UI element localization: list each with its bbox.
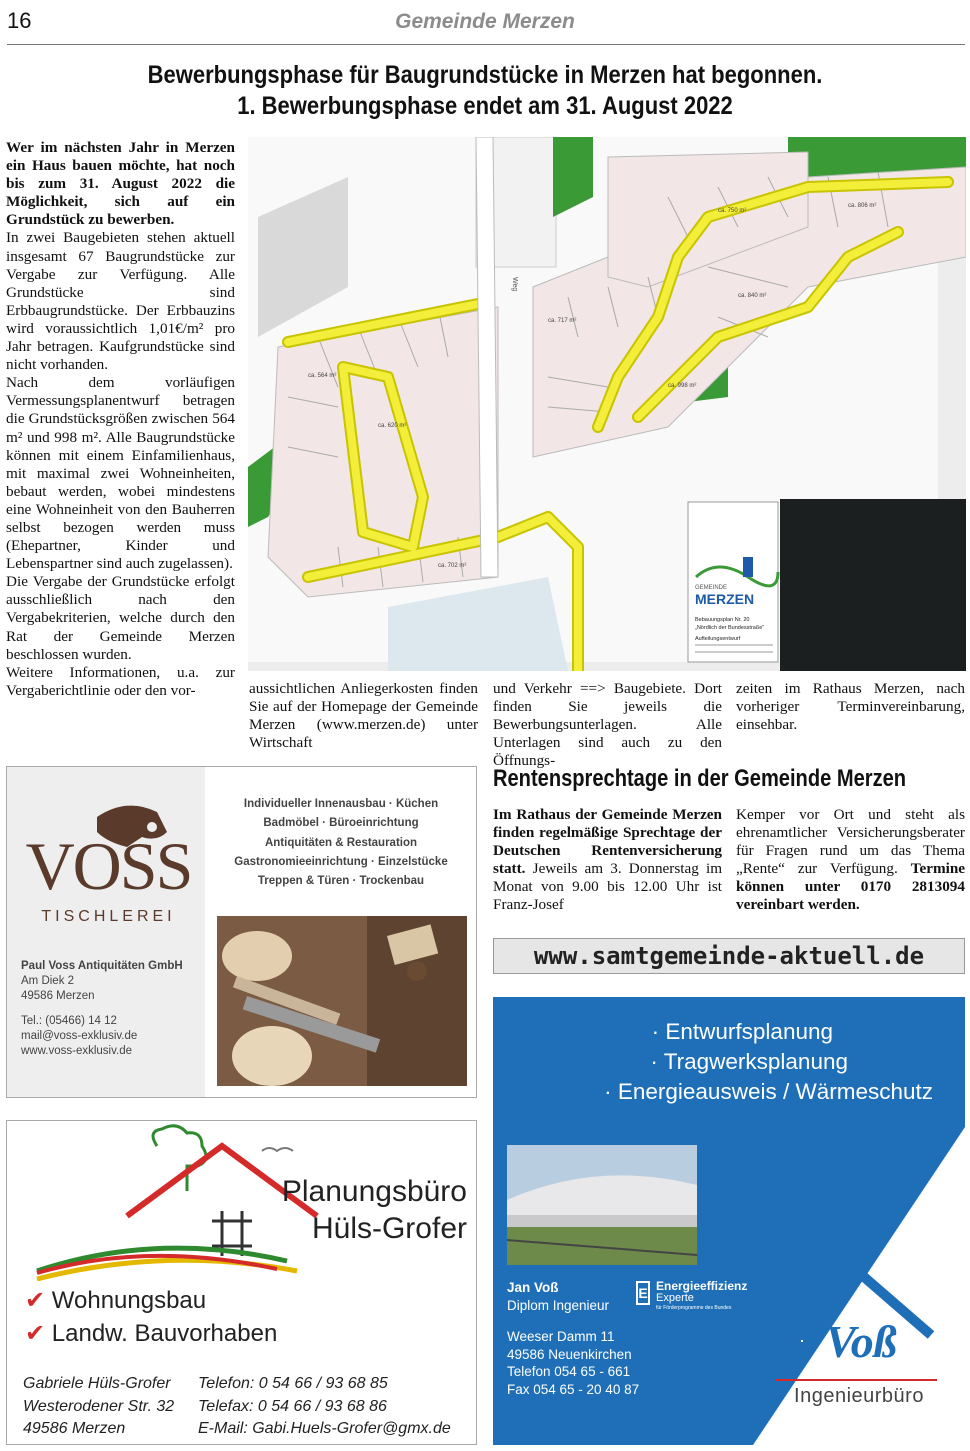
ad-voss-left-panel — [7, 767, 205, 1097]
article-paragraph: Nach dem vorläufigen Vermessungsplanentwurf betragen die Grundstücksgrößen zwischen 564 m² und 998 m². Alle Baugrundstücke können mit einem Einfamilienhaus, mit maximal zwei Wohneinheiten, bebaut werden, wobei mindestens eine Wohneinheit von den Bauherren selbst bezogen werden muss (Ehepartner, Kinder und Lebenspartner sind auch zugelassen). — [6, 374, 235, 573]
article-column-4: zeiten im Rathaus Merzen, nach vorheriger Terminvereinbarung, einsehbar. — [736, 680, 965, 734]
legend-brand-small: GEMEINDE — [695, 585, 728, 591]
lot-label: ca. 620 m² — [378, 423, 407, 429]
article-paragraph: Die Vergabe der Grundstücke erfolgt ausschließlich nach den Vergabekriterien, welche durch den Rat der Gemeinde Merzen beschlossen wurden. — [6, 573, 235, 663]
ingenieur-title: Diplom Ingenieur — [507, 1297, 610, 1313]
article-paragraph: In zwei Baugebieten stehen aktuell insgesamt 67 Baugrundstücke zur Vergabe zur Verfügung. Alle Grundstücke sind Erbbaugrundstücke. Der Erbbauzins wird voraussichtlich 1,01€/m² pro Jahr betragen. Kaufgrundstücke sind nicht vorhanden. — [6, 229, 235, 374]
huels-title — [247, 1173, 467, 1247]
paper-title: Gemeinde Merzen — [395, 10, 575, 33]
voss-service: Individueller Innenausbau · Küchen — [243, 798, 439, 810]
map-legend — [688, 502, 778, 662]
voss-company: Paul Voss Antiquitäten GmbH — [21, 960, 183, 972]
lot-label: ca. 564 m² — [308, 373, 337, 379]
article-column-1 — [6, 139, 235, 700]
voss-service: Badmöbel · Büroeinrichtung — [263, 817, 419, 830]
building-plot-map — [248, 137, 966, 671]
huels-phone: Telefon: 0 54 66 / 93 68 85 — [198, 1375, 388, 1392]
lot-label: ca. 750 m² — [718, 208, 747, 214]
huels-contact — [198, 1373, 451, 1441]
ingenieur-phone: Telefon 054 65 - 661 — [507, 1364, 631, 1379]
huels-services — [25, 1284, 277, 1350]
voss-city: 49586 Merzen — [21, 990, 95, 1002]
rent-column-2 — [736, 806, 965, 915]
ingenieur-service: · Energieausweis / Wärmeschutz — [604, 1079, 933, 1104]
website-banner[interactable]: www.samtgemeinde-aktuell.de — [493, 938, 965, 974]
huels-title-2: Hüls-Grofer — [311, 1212, 467, 1245]
voss-subtitle: TISCHLEREI — [41, 908, 176, 925]
huels-city: 49586 Merzen — [23, 1420, 126, 1437]
ad-ingenieurbuero[interactable] — [493, 997, 965, 1445]
rent-paragraph: Kemper vor Ort und steht als ehrenamtlicher Versicherungsberater für Fragen rund um das Thema „Rente“ zur Verfügung. — [736, 806, 965, 878]
headline-line-1: Bewerbungsphase für Baugrundstücke in Merzen hat begonnen. — [147, 61, 823, 89]
voss-service: Treppen & Türen · Trockenbau — [257, 875, 425, 888]
plot-plan-svg — [248, 137, 966, 671]
huels-service-label: Landw. Bauvorhaben — [51, 1320, 278, 1347]
ingenieur-fax: Fax 054 65 - 20 40 87 — [507, 1381, 640, 1397]
headline-line-2: 1. Bewerbungsphase endet am 31. August 2022 — [237, 92, 733, 120]
ingenieur-street: Weeser Damm 11 — [507, 1329, 615, 1344]
article-lead: Wer im nächsten Jahr in Merzen ein Haus bauen möchte, hat noch bis zum 31. August 2022 die Möglichkeit, sich auf ein Grundstück zu bewerben. — [6, 139, 235, 229]
voss-phone: Tel.: (05466) 14 12 — [21, 1015, 117, 1027]
vossing-brand: Voß — [825, 1316, 897, 1367]
legend-brand: MERZEN — [695, 591, 755, 607]
huels-name: Gabriele Hüls-Grofer — [23, 1375, 171, 1392]
ingenieur-service: · Tragwerksplanung — [650, 1049, 848, 1074]
huels-address — [23, 1373, 174, 1441]
rent-lead: Im Rathaus der Gemeinde Merzen finden regelmäßige Sprechtage der Deutschen Rentenversicherung statt. — [493, 806, 722, 878]
voss-address — [21, 959, 183, 1059]
huels-email[interactable]: E-Mail: Gabi.Huels-Grofer@gmx.de — [198, 1420, 451, 1437]
ingenieur-services — [493, 1017, 933, 1107]
rent-paragraph: Jeweils am 3. Donnerstag im Monat von 9.00 bis 12.00 Uhr ist Franz-Josef — [493, 860, 723, 914]
legend-plan-note: Aufteilungsentwurf — [695, 636, 741, 642]
article-headline — [58, 60, 912, 122]
huels-title-1: Planungsbüro — [281, 1175, 467, 1208]
voss-street: Am Diek 2 — [21, 975, 75, 987]
energy-e-icon: E — [636, 1281, 650, 1305]
header-divider — [7, 44, 965, 45]
street-label: Weg — [511, 277, 518, 292]
article-column-3: und Verkehr ==> Baugebiete. Dort finden Sie jeweils die Bewerbungsunterlagen. Alle Unterlagen sind auch zu den Öffnungs- — [493, 680, 722, 770]
checkmark-icon: ✔ — [25, 1320, 46, 1347]
huels-service-label: Wohnungsbau — [51, 1287, 207, 1314]
article-paragraph: Weitere Informationen, u.a. zur Vergaberichtlinie oder den vor- — [6, 663, 235, 699]
vossing-divider — [775, 1379, 937, 1381]
lot-label: ca. 998 m² — [668, 383, 697, 389]
rent-contact: Termine können unter 0170 2813094 vereinbart werden. — [736, 860, 966, 914]
ad-voss-tischlerei[interactable] — [6, 766, 477, 1098]
huels-fax: Telefax: 0 54 66 / 93 68 86 — [198, 1397, 387, 1415]
badge-line-2: Experte — [656, 1292, 694, 1304]
article-column-2: aussichtlichen Anliegerkosten finden Sie auf der Homepage der Gemeinde Merzen (www.merzen.de) unter Wirtschaft — [249, 680, 478, 752]
ad-planungsbuero[interactable] — [6, 1120, 477, 1445]
ingenieur-city: 49586 Neuenkirchen — [507, 1346, 632, 1362]
voss-web[interactable]: www.voss-exklusiv.de — [21, 1045, 132, 1057]
huels-service-1 — [25, 1284, 277, 1317]
voss-brand: VOSS — [25, 828, 192, 904]
voss-email[interactable]: mail@voss-exklusiv.de — [21, 1030, 138, 1042]
lot-label: ca. 717 m² — [548, 318, 577, 324]
legend-plan-subtitle: „Nördlich der Bundesstraße" — [695, 625, 765, 631]
badge-line-1: Energieeffizienz — [656, 1279, 748, 1293]
voss-services — [205, 795, 477, 891]
ingenieur-name: Jan Voß — [507, 1280, 559, 1295]
legend-plan-title: Bebauungsplan Nr. 20 — [695, 617, 750, 623]
ingenieur-contact — [507, 1279, 639, 1398]
ingenieur-service: · Entwurfsplanung — [651, 1019, 833, 1044]
dark-area — [780, 499, 966, 671]
rent-column-1 — [493, 806, 722, 915]
huels-service-2 — [25, 1317, 277, 1350]
voss-service: Gastronomieeinrichtung · Einzelstücke — [234, 855, 448, 868]
lot-label: ca. 840 m² — [738, 293, 767, 299]
lot-label: ca. 806 m² — [848, 203, 877, 209]
vossing-subtitle: Ingenieurbüro — [794, 1385, 924, 1407]
badge-line-3: für Förderprogramme des Bundes — [656, 1305, 732, 1311]
lot-label: ca. 702 m² — [438, 563, 467, 569]
woodwork-photo — [217, 916, 467, 1086]
building-photo — [507, 1145, 697, 1265]
huels-street: Westerodener Str. 32 — [23, 1397, 175, 1415]
rent-headline: Rentensprechtage in der Gemeinde Merzen — [493, 765, 907, 792]
tree-icon — [153, 1126, 206, 1191]
voss-service: Antiquitäten & Restauration — [264, 836, 418, 849]
page-number: 16 — [7, 8, 32, 33]
checkmark-icon: ✔ — [25, 1287, 46, 1314]
